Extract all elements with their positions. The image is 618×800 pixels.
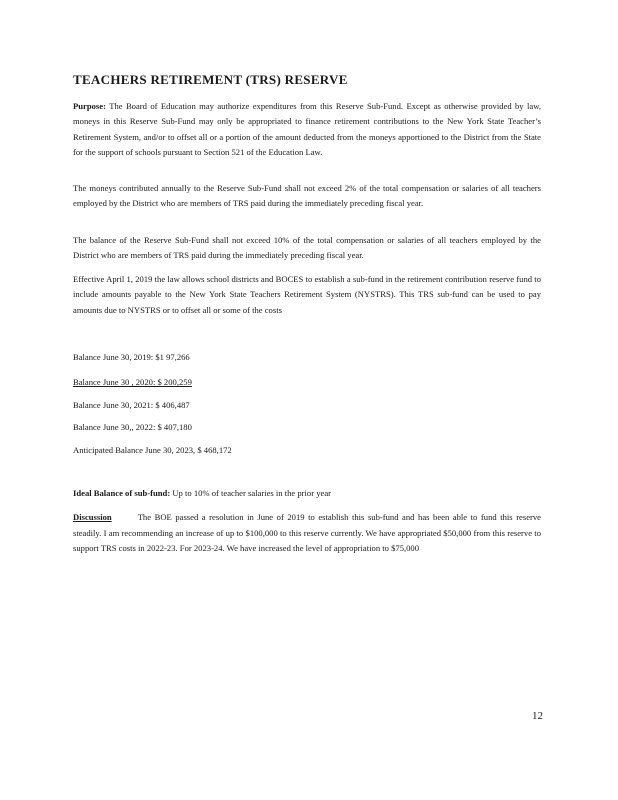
discussion-text: The BOE passed a resolution in June of 2019 to establish this sub-fund and has been able to fund this reserve steadily. I am recommending an increase of up to $100,000 to this reserve currently. We have appropriated $50,000 from this reserve to support TRS costs in 2022-23. For 2023-24. We have increased the level of appropriation to $75,000 [73, 512, 541, 553]
purpose-label: Purpose: [73, 101, 106, 111]
discussion-label: Discussion [73, 512, 112, 522]
balance-limit-paragraph: The balance of the Reserve Sub-Fund shall not exceed 10% of the total compensation or salaries of all teachers employed by the District who are members of TRS paid during the immediately preceding fiscal year. [73, 235, 541, 261]
ideal-balance-label: Ideal Balance of sub-fund: [73, 488, 171, 498]
balance-anticipated-2023: Anticipated Balance June 30, 2023, $ 468,172 [73, 445, 232, 455]
ideal-balance-line [73, 487, 331, 499]
sub-fund-law-paragraph: Effective April 1, 2019 the law allows school districts and BOCES to establish a sub-fund in the retirement contribution reserve fund to include amounts payable to the New York State Teachers Retirement System (NYSTRS). This TRS sub-fund can be used to pay amounts due to NYSTRS or to offset all or some of the costs [73, 274, 541, 315]
balance-2020: Balance June 30 , 2020: $ 200,259 [73, 377, 192, 387]
purpose-paragraph [73, 99, 541, 160]
purpose-text: The Board of Education may authorize expenditures from this Reserve Sub-Fund. Except as otherwise provided by law, moneys in this Reserve Sub-Fund may only be appropriated to finance retirement contributions to the New York State Teacher’s Retirement System, and/or to offset all or a portion of the amount deducted from the moneys apportioned to the District from the State for the support of schools pursuant to Section 521 of the Education Law. [73, 101, 541, 157]
contribution-limit-paragraph: The moneys contributed annually to the Reserve Sub-Fund shall not exceed 2% of the total compensation or salaries of all teachers employed by the District who are members of TRS paid during the immediately preceding fiscal year. [73, 183, 541, 209]
balance-2021: Balance June 30, 2021: $ 406,487 [73, 400, 190, 410]
page-number: 12 [532, 710, 543, 722]
discussion-paragraph [73, 510, 541, 557]
page-title: TEACHERS RETIREMENT (TRS) RESERVE [73, 72, 348, 87]
balance-2019: Balance June 30, 2019: $1 97,266 [73, 352, 190, 362]
balance-2022: Balance June 30,, 2022: $ 407,180 [73, 422, 192, 432]
ideal-balance-text: Up to 10% of teacher salaries in the prior year [170, 488, 332, 498]
